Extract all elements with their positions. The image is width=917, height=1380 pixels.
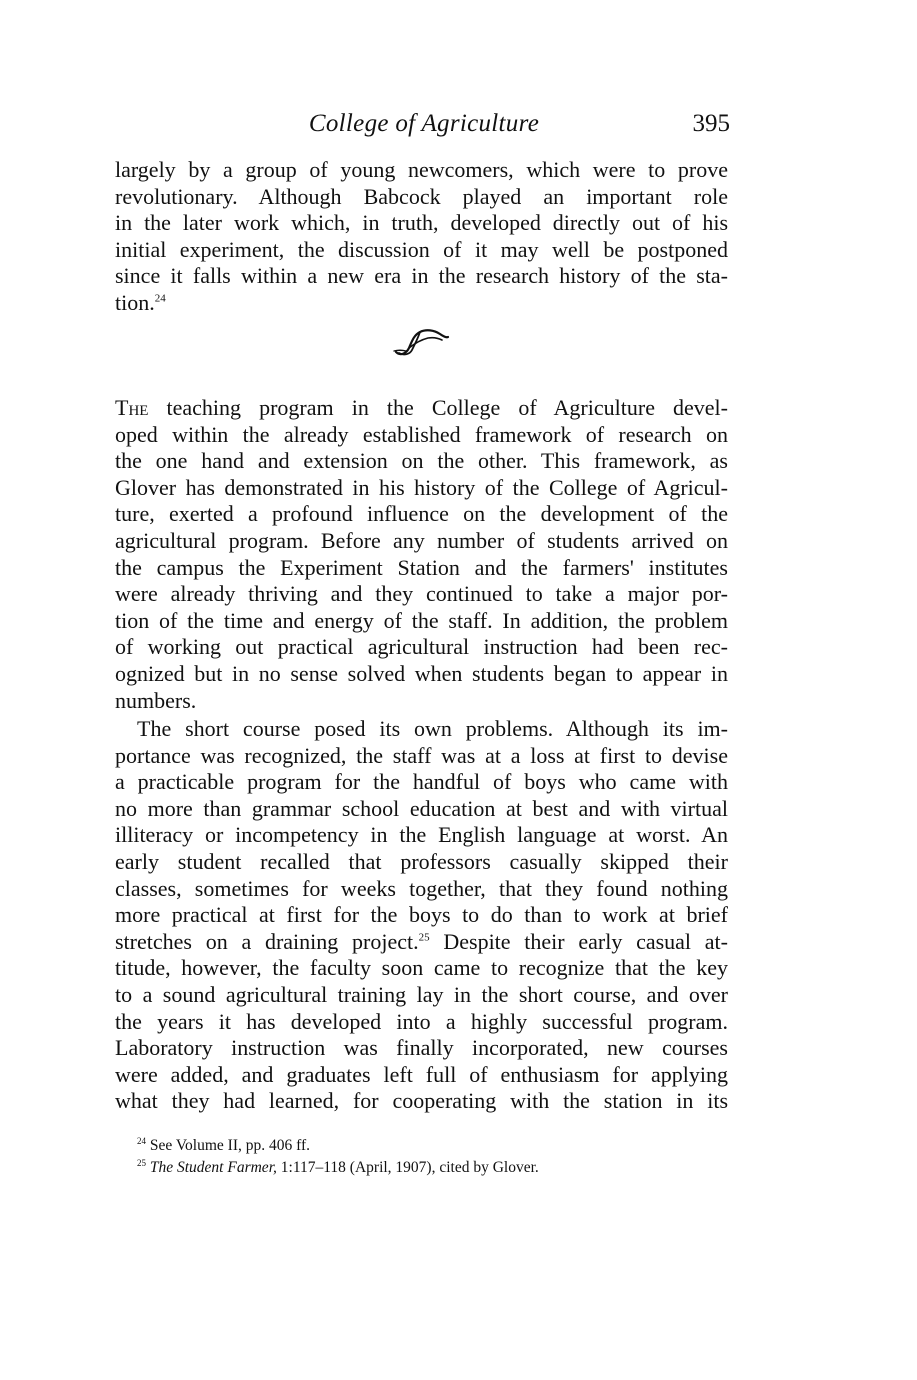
footnote [137,1157,737,1179]
text-line: what they had learned, for cooperating with the station in its [115,1088,728,1114]
text-line: the campus the Experiment Station and the farmers' institutes [115,554,728,580]
text-line: since it falls within a new era in the research history of the sta- [115,263,728,289]
paragraph-short-course [115,716,728,1115]
footnote-ref[interactable]: 25 [418,931,430,944]
paragraph-teaching-program [115,395,728,714]
text-fragment: Despite their early casual at- [429,928,728,954]
paragraph-continued [115,157,728,317]
footnote-text: 1:117–118 (April, 1907), cited by Glover. [276,1159,539,1176]
text-line: were already thriving and they continued to take a major por- [115,581,728,607]
text-line: numbers. [115,687,197,713]
text-line: initial experiment, the discussion of it may well be postponed [115,236,728,262]
text-line: Laboratory instruction was finally incorporated, new courses [115,1035,728,1061]
text-fragment: tion. [115,289,155,315]
footnote-text: See Volume II, pp. 406 ff. [146,1137,311,1154]
page-number: 395 [692,110,730,137]
text-line [115,290,728,317]
running-title: College of Agriculture [308,110,540,137]
footnote-marker: 24 [137,1135,146,1146]
fleuron-scroll-icon [390,326,450,358]
text-fragment: teaching program in the College of Agriculture devel- [148,395,728,420]
text-line: early student recalled that professors casually skipped their [115,848,728,874]
text-line: more practical at first for the boys to do than to work at brief [115,902,728,928]
text-line: titude, however, the faculty soon came to recognize that the key [115,955,728,981]
text-line: Glover has demonstrated in his history of the College of Agricul- [115,474,728,500]
text-line: the years it has developed into a highly successful program. [115,1008,728,1034]
footnotes [137,1135,737,1179]
text-line: in the later work which, in truth, developed directly out of his [115,210,728,236]
text-line: agricultural program. Before any number of students arrived on [115,527,728,553]
text-line: to a sound agricultural training lay in the short course, and over [115,981,728,1007]
text-line: of working out practical agricultural instruction had been rec- [115,634,728,660]
text-line [115,929,728,956]
text-line: no more than grammar school education at best and with virtual [115,795,728,821]
footnote-title: The Student Farmer, [149,1159,277,1176]
footnote-marker: 25 [137,1157,146,1168]
text-line: the one hand and extension on the other. This framework, as [115,448,728,474]
text-fragment: stretches on a draining project. [115,928,419,954]
running-head [118,110,730,150]
text-line: illiteracy or incompetency in the English language at worst. An [115,822,728,848]
text-line: revolutionary. Although Babcock played an important role [115,183,728,209]
text-line: a practicable program for the handful of boys who came with [115,769,728,795]
text-line: ture, exerted a profound influence on the development of the [115,501,728,527]
text-line: largely by a group of young newcomers, which were to prove [115,157,728,182]
text-line: classes, sometimes for weeks together, that they found nothing [115,875,728,901]
footnote-ref[interactable]: 24 [154,292,166,305]
text-line [115,716,728,743]
lead-word: The [115,395,149,420]
text-line: were added, and graduates left full of enthusiasm for applying [115,1061,728,1087]
text-line: tion of the time and energy of the staff. In addition, the problem [115,607,728,633]
footnote [137,1135,737,1157]
text-line: oped within the already established framework of research on [115,421,728,447]
text-fragment: The short course posed its own problems. Although its im- [137,716,728,741]
text-line [115,395,728,422]
text-line: ognized but in no sense solved when students began to appear in [115,660,728,686]
text-line: portance was recognized, the staff was at a loss at first to devise [115,742,728,768]
